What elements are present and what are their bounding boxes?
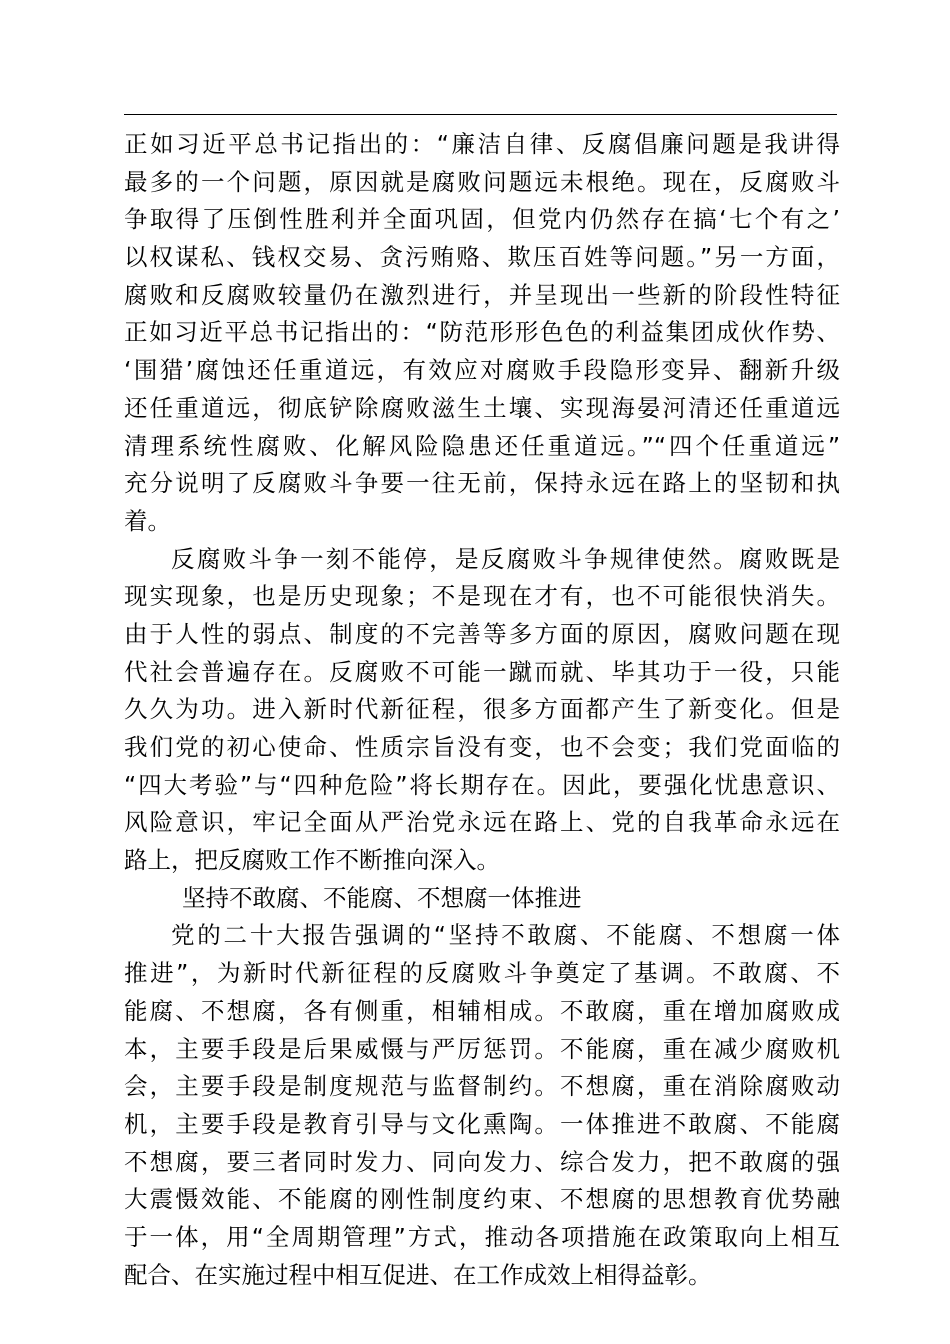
text-line: 反腐败斗争一刻不能停，是反腐败斗争规律使然。腐败既是 [171, 544, 840, 573]
header-rule [124, 114, 837, 115]
text-line: 机，主要手段是教育引导与文化熏陶。一体推进不敢腐、不能腐 [124, 1109, 840, 1138]
text-line: ‘围猎’腐蚀还任重道远，有效应对腐败手段隐形变异、翻新升级 [124, 356, 840, 385]
text-line: 还任重道远，彻底铲除腐败滋生土壤、实现海晏河清还任重道远 [124, 393, 840, 422]
text-line: 于一体，用“全周期管理”方式，推动各项措施在政策取向上相互 [124, 1222, 840, 1251]
text-line: 配合、在实施过程中相互促进、在工作成效上相得益彰。 [124, 1260, 712, 1289]
text-line: 风险意识，牢记全面从严治党永远在路上、党的自我革命永远在 [124, 808, 840, 837]
text-line: 大震慑效能、不能腐的刚性制度约束、不想腐的思想教育优势融 [124, 1185, 840, 1214]
text-line: 本，主要手段是后果威慑与严厉惩罚。不能腐，重在减少腐败机 [124, 1034, 840, 1063]
text-line: 清理系统性腐败、化解风险隐患还任重道远。”“四个任重道远” [124, 431, 840, 460]
text-line: 充分说明了反腐败斗争要一往无前，保持永远在路上的坚韧和执 [124, 469, 840, 498]
text-line: 推进”，为新时代新征程的反腐败斗争奠定了基调。不敢腐、不 [124, 959, 840, 988]
text-line: 正如习近平总书记指出的：“防范形形色色的利益集团成伙作势、 [124, 318, 840, 347]
text-line: 由于人性的弱点、制度的不完善等多方面的原因，腐败问题在现 [124, 619, 840, 648]
text-line: 现实现象，也是历史现象；不是现在才有，也不可能很快消失。 [124, 582, 840, 611]
text-line: 最多的一个问题，原因就是腐败问题远未根绝。现在，反腐败斗 [124, 167, 840, 196]
text-line: 正如习近平总书记指出的：“廉洁自律、反腐倡廉问题是我讲得 [124, 130, 840, 158]
document-body [124, 126, 840, 1294]
text-line: 我们党的初心使命、性质宗旨没有变，也不会变；我们党面临的 [124, 733, 840, 761]
text-line: 不想腐，要三者同时发力、同向发力、综合发力，把不敢腐的强 [124, 1147, 840, 1176]
text-line: 争取得了压倒性胜利并全面巩固，但党内仍然存在搞‘七个有之’ [124, 205, 840, 234]
text-line: 着。 [124, 506, 171, 535]
text-line: 党的二十大报告强调的“坚持不敢腐、不能腐、不想腐一体 [171, 921, 840, 950]
text-line: “四大考验”与“四种危险”将长期存在。因此，要强化忧患意识、 [124, 770, 840, 799]
text-line: 腐败和反腐败较量仍在激烈进行，并呈现出一些新的阶段性特征 [124, 280, 840, 309]
text-line: 能腐、不想腐，各有侧重，相辅相成。不敢腐，重在增加腐败成 [124, 996, 840, 1025]
text-line: 会，主要手段是制度规范与监督制约。不想腐，重在消除腐败动 [124, 1072, 840, 1101]
text-line: 路上，把反腐败工作不断推向深入。 [124, 846, 500, 875]
text-line: 代社会普遍存在。反腐败不可能一蹴而就、毕其功于一役，只能 [124, 657, 840, 686]
text-line: 以权谋私、钱权交易、贪污贿赂、欺压百姓等问题。”另一方面， [124, 243, 840, 272]
text-line: 久久为功。进入新时代新征程，很多方面都产生了新变化。但是 [124, 695, 840, 724]
section-heading: 坚持不敢腐、不能腐、不想腐一体推进 [182, 883, 582, 912]
